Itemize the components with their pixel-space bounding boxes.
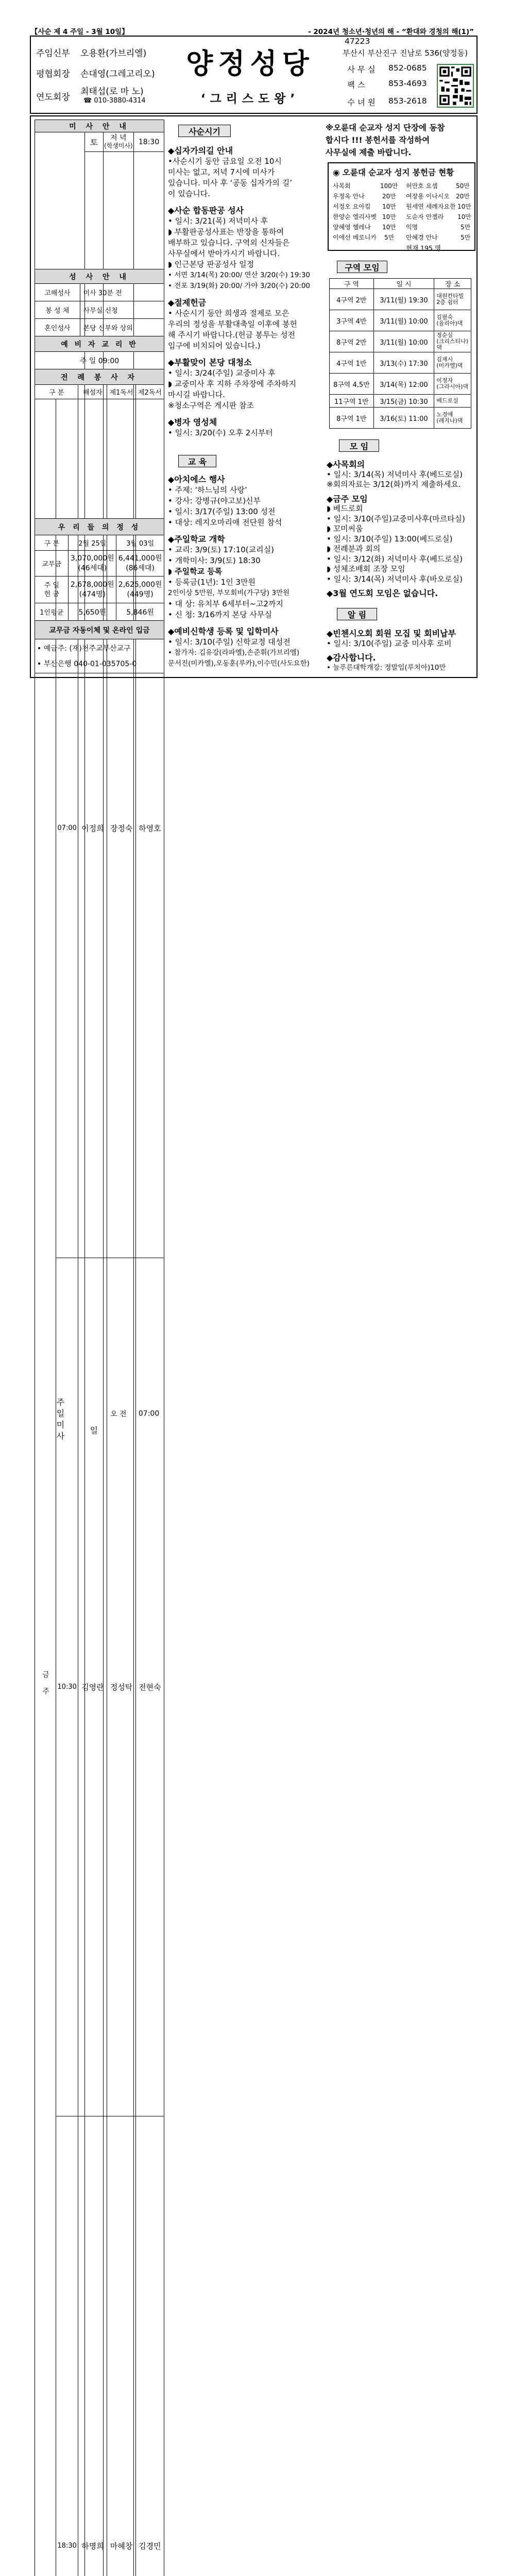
bank-account: • 부산은행 040-01-035705-0 xyxy=(37,656,164,672)
bulletin-header: 주임신부 오용환(가브리엘) 평협회장 손대영(그레고리오) 연도회장 최태섭(로 마 노) ☎ 010-3880-4314 양정성당 ‘그리스도왕’ 47223 부산시 부산진구 진남로 536(양정동) 사 무 실 852-0685 팩 스 853-4693 수 녀 원 853-2618 xyxy=(30,36,478,114)
lent-section-label: 사순시기 xyxy=(178,125,231,137)
parish-subtitle: ‘그리스도왕’ xyxy=(195,89,305,106)
year-theme: - 2024년 청소년·청년의 해 - “환대와 경청의 해(1)” xyxy=(308,26,474,36)
fax-phone: 853-4693 xyxy=(388,79,427,88)
qr-code-icon[interactable] xyxy=(437,64,474,108)
education-section-label: 교 육 xyxy=(178,455,216,467)
education-section: ◆아치에스 행사 • 주제: ‘하느님의 사랑’ • 강사: 강병규(야고보)신부 • 일시: 3/17(주일) 13:00 성전 • 대상: 레지오마리애 전단원 참석 ◆주일학교 개학 • 교리: 3/9(토) 17:10(교리실) • 개학미사: 3/9(토) 18:30 ◗ 주일학교 등록 • 등록금(1년): 1인 3만원 2인이상 5만원, 부모회비(가구당) 3만원 • 대 상: 유치부 6세부터~고2까지 • 신 청: 3/16까지 본당 사무실 ◆예비신학생 등록 및 입학미사 • 일시: 3/10(주일) 신학교정 대성전 • 참가자: 김유강(라파엘),손준휘(가브리엘) 문서진(미카엘),오동훈(루카),이수민(사도요한) xyxy=(168,474,317,669)
account-holder: • 예금주: (재)천주교부산교구 xyxy=(37,641,164,656)
ministers-table: 전 례 봉 사 자 구 분 해설자 제1독서 제2독서 금주 07:00 이정희 장정숙 하영호 10:30 김영란 정성탁 전현숙 18:30 하명희 마혜창 김경민 xyxy=(35,369,164,2576)
catechumen-table: 예 비 자 교 리 반 주 일 09:00 xyxy=(35,336,164,369)
offering-table: 우 리 들 의 정 성 구 분 2월 25일 3월 03일 교무금 3,070,000원 (46세대) 6,441,000원 (86세대) 주 일 헌 금 2,678,000원 (474명) 2,625,000원 (449명) 1인평균 5,650원 5,846원 교무금 자동이체 및 온라인 입금 • 예금주: (재)천주교부산교구 • 부산은행 040-01-035705-0 xyxy=(35,518,164,673)
convent-phone: 853-2618 xyxy=(388,96,427,106)
yeondo-name: 최태섭(로 마 노) xyxy=(80,84,144,97)
notice-section: ◆빈첸시오회 회원 모집 및 회비납부 • 일시: 3/10(주일) 교중 미사후 로비 ◆감사합니다. • 늘푸른대학개강: 정말임(루치아)10만 xyxy=(327,629,477,673)
parish-title: 양정성당 xyxy=(184,42,316,81)
sunday-mass-label: 주일미사 xyxy=(35,132,85,2576)
office-phone: 852-0685 xyxy=(388,63,427,73)
donation-status-box: ◉ 오륜대 순교자 성지 봉헌금 현황 사목회 100만 우정옥 안나 20만 서정오 요아킴 10만 한양순 엘리사벳 10만 양혜영 헬레나 10만 이애선 베로니카 5만 허만호 요셉 50만 여장용 이나시오 20만 원세연 세례자요한 10만 도순자 안젤라 10만 익명 5만 안혜경 안나 5만 현재 195 명 xyxy=(328,162,475,251)
week-label: 【사순 제 4 주일 - 3월 10일】 xyxy=(31,26,129,36)
fax-label: 팩 스 xyxy=(347,79,365,90)
top-line xyxy=(31,26,477,35)
mass-head: 미 사 안 내 xyxy=(35,120,164,132)
address: 부산시 부산진구 진남로 536(양정동) xyxy=(343,47,468,58)
district-section-label: 구역 모임 xyxy=(337,261,387,273)
sacrament-table: 성 사 안 내 고해성사 미사 30분 전 봉 성 체 사무실 신청 혼인성사 본당 신부와 상의 xyxy=(35,269,164,336)
meeting-section-label: 모 임 xyxy=(339,439,379,452)
donation-title: ◉ 오륜대 순교자 성지 봉헌금 현황 xyxy=(333,166,454,178)
notice-section-label: 알 림 xyxy=(337,608,377,620)
lent-section: ◆십자가의길 안내 •사순시기 동안 금요일 오전 10시 미사는 없고, 저녁 7시에 미사가 있습니다. 미사 후 ‘공동 십자가의 길’ 이 있습니다. ◆사순 합동판공 성사 • 일시: 3/21(목) 저녁미사 후 ◗ 부활판공성사표는 반장을 통하여 배부하고 있습니다. 구역외 신자들은 사무실에서 받아가시기 바랍니다. ◗ 인근본당 판공성사 일정 • 서면 3/14(목) 20:00/ 연산 3/20(수) 19:30 • 전포 3/19(화) 20:00/ 가야 3/20(수) 20:00 ◆절제헌금 • 사순시기 동안 희생과 절제로 모은 우리의 정성을 부활대축일 이후에 봉헌 해 주시기 바랍니다.(헌금 봉투는 성전 입구에 비치되어 있습니다.) ◆부활맞이 본당 대청소 • 일시: 3/24(주일) 교중미사 후 ◗ 교중미사 후 지하 주차장에 주차하지 마시길 바랍니다. ※청소구역은 게시판 참조 ◆병자 영성체 • 일시: 3/20(수) 오후 2시부터 xyxy=(168,145,317,438)
office-label: 사 무 실 xyxy=(347,63,376,75)
convent-label: 수 녀 원 xyxy=(347,96,376,108)
bulletin-body xyxy=(30,115,478,678)
meeting-section: ◆사목회의 • 일시: 3/14(목) 저녁미사 후(베드로실) ※회의자료는 3/12(화)까지 제출하세요. ◆금주 모임 ◗ 베드로회 • 일시: 3/10(주일)교중미사후(마르타실) ◗ 꼬미씨움 • 일시: 3/10(주일) 13:00(베드로실) ◗ 전례분과 회의 • 일시: 3/12(화) 저녁미사 후(베드로실) ◗ 성체조배회 조장 모임 • 일시: 3/14(목) 저녁미사 후(바오로실) ◆3월 연도회 모임은 없습니다. xyxy=(327,460,477,599)
pilgrim-notice: ※오륜대 순교자 성지 단장에 동참 합시다 !!! 봉헌서를 작성하여 사무실에 제출 바랍니다. xyxy=(326,122,475,159)
mass-schedule-table: 미 사 안 내 주일미사 토 저 녁 (학생미사) 18:30 일 오 전 07:00 xyxy=(35,120,164,2576)
postal-code: 47223 xyxy=(345,37,370,46)
district-meeting-table: 구 역 일 시 장 소 4구역 2반 3/11(월) 19:30 대원칸타빌 2층 쉼터 3구역 4반 3/11(월) 10:00 김필숙 (율리아)댁 8구역 2반 3/11(월) 10:00 정순심 (크리스티나)댁 4구역 1반 3/13(수) 17:30 김재시 (미카엘)댁 8구역 4,5반 3/14(목) 12:00 이정자 (그라시아)댁 11구역 1반 3/15(금) 10:30 베드로실 8구역 1반 3/16(토) 11:00 노경애 (레지나)댁 xyxy=(329,278,471,429)
yeondo-phone: ☎ 010-3880-4314 xyxy=(83,97,146,105)
